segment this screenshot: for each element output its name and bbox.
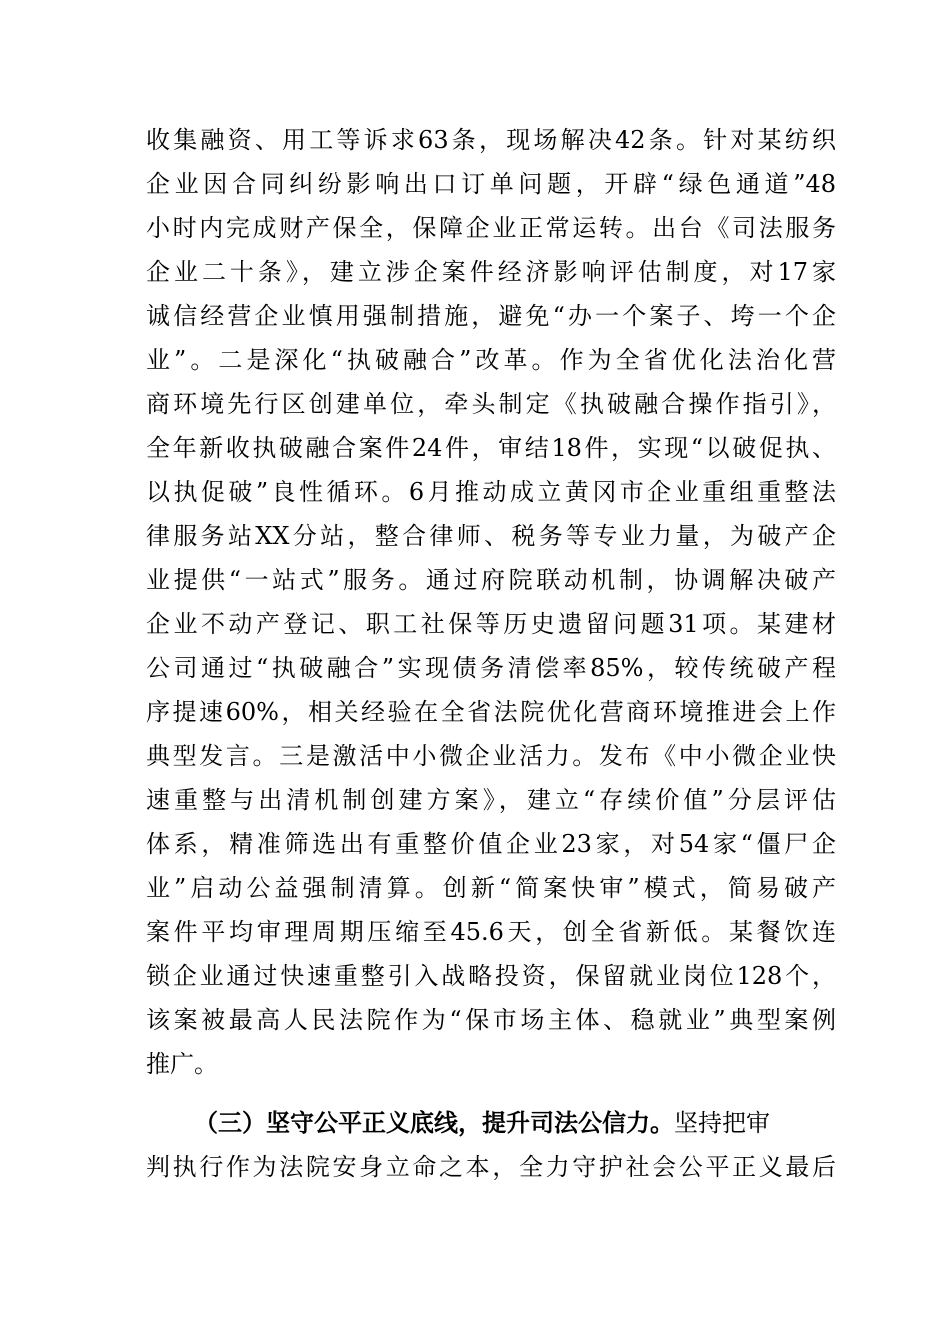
text-line: 典型发言。三是激活中小微企业活力。发布《中小微企业快 <box>146 742 836 770</box>
section-heading-line-rest: 坚持把审 <box>674 1109 770 1137</box>
text-line: 商环境先行区创建单位，牵头制定《执破融合操作指引》， <box>146 390 836 418</box>
text-line: 以执促破”良性循环。6月推动成立黄冈市企业重组重整法 <box>146 478 836 506</box>
text-line: 体系，精准筛选出有重整价值企业23家，对54家“僵尸企 <box>146 830 836 858</box>
text-line: 案件平均审理周期压缩至45.6天，创全省新低。某餐饮连 <box>146 918 836 946</box>
text-line: 锁企业通过快速重整引入战略投资，保留就业岗位128个， <box>146 962 836 990</box>
text-line: 企业因合同纠纷影响出口订单问题，开辟“绿色通道”48 <box>146 170 836 198</box>
text-line: 速重整与出清机制创建方案》，建立“存续价值”分层评估 <box>146 786 836 814</box>
text-line: 小时内完成财产保全，保障企业正常运转。出台《司法服务 <box>146 214 836 242</box>
text-line: 律服务站XX分站，整合律师、税务等专业力量，为破产企 <box>146 522 836 550</box>
section-heading: （三）坚守公平正义底线，提升司法公信力。 <box>194 1108 674 1137</box>
text-line: 序提速60%，相关经验在全省法院优化营商环境推进会上作 <box>146 698 836 726</box>
text-line: 该案被最高人民法院作为“保市场主体、稳就业”典型案例 <box>146 1006 836 1034</box>
body-text <box>146 118 836 1189</box>
text-line: 公司通过“执破融合”实现债务清偿率85%，较传统破产程 <box>146 654 836 682</box>
paragraph-gap <box>146 1086 836 1101</box>
text-line: 企业二十条》，建立涉企案件经济影响评估制度，对17家 <box>146 258 836 286</box>
text-line: 全年新收执破融合案件24件，审结18件，实现“以破促执、 <box>146 434 836 462</box>
text-line: 判执行作为法院安身立命之本，全力守护社会公平正义最后 <box>146 1153 836 1181</box>
text-line: 收集融资、用工等诉求63条，现场解决42条。针对某纺织 <box>146 126 836 154</box>
text-line: 诚信经营企业慎用强制措施，避免“办一个案子、垮一个企 <box>146 302 836 330</box>
section-heading-line <box>146 1101 836 1145</box>
text-line: 企业不动产登记、职工社保等历史遗留问题31项。某建材 <box>146 610 836 638</box>
text-line: 业”。二是深化“执破融合”改革。作为全省优化法治化营 <box>146 346 836 374</box>
text-line: 业提供“一站式”服务。通过府院联动机制，协调解决破产 <box>146 566 836 594</box>
text-line: 业”启动公益强制清算。创新“简案快审”模式，简易破产 <box>146 874 836 902</box>
text-line: 推广。 <box>146 1050 218 1078</box>
